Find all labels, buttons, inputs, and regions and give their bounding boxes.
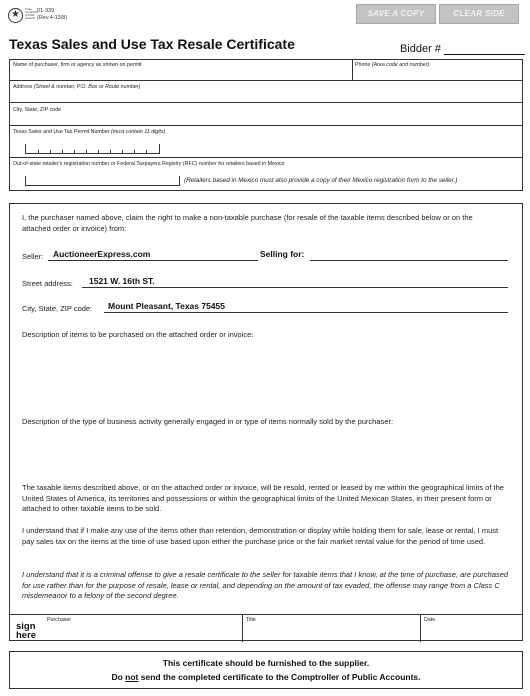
street-address-label: Street address: bbox=[22, 279, 73, 288]
mexico-note bbox=[184, 177, 457, 184]
address-field[interactable] bbox=[10, 90, 524, 102]
business-description-field[interactable] bbox=[22, 430, 512, 478]
form-revision: (Rev.4-13/8) bbox=[37, 14, 68, 21]
digit-tick bbox=[110, 150, 111, 153]
footer-line-1: This certificate should be furnished to the supplier. bbox=[162, 658, 370, 668]
logo-text: Texas Comptroller of Public Accounts bbox=[25, 8, 38, 20]
mexico-note-text: (Retailers based in Mexico must also provide a copy of their Mexico registration form to the seller.) bbox=[184, 177, 458, 184]
address-hint: (Street & number, P.O. Box or Route number) bbox=[33, 84, 141, 90]
seller-city-field[interactable] bbox=[104, 312, 508, 313]
divider bbox=[10, 125, 522, 126]
resale-statement: The taxable items described above, or on the attached order or invoice, will be resold, rented or leased by me within the geographical limits of the United States of America, its territories and possessions or within the geographical limits of the United Mexican States, in their present form or attached to other taxable items to be sold. bbox=[22, 483, 504, 513]
purchaser-name-label: Name of purchaser, firm or agency as shown on permit bbox=[13, 62, 142, 68]
permit-number-label bbox=[13, 129, 165, 135]
street-address-value: 1521 W. 16th ST. bbox=[89, 276, 155, 286]
permit-number-field[interactable] bbox=[25, 144, 160, 154]
divider bbox=[10, 80, 522, 81]
here-text: here bbox=[16, 630, 37, 641]
digit-tick bbox=[74, 150, 75, 153]
items-description-field[interactable] bbox=[22, 344, 512, 412]
selling-for-field[interactable] bbox=[310, 260, 508, 261]
business-description-label: Description of the type of business activity generally engaged in or type of items normally sold by the purchaser: bbox=[22, 417, 394, 426]
resale-certificate-box bbox=[9, 203, 523, 641]
footer-line-2-start: Do bbox=[111, 672, 126, 682]
phone-hint: (Area code and number) bbox=[371, 62, 430, 68]
bidder-label: Bidder # bbox=[400, 43, 441, 55]
date-field[interactable] bbox=[421, 624, 523, 641]
divider bbox=[10, 102, 522, 103]
footer-line-2 bbox=[10, 672, 522, 682]
purchaser-name-field[interactable] bbox=[10, 68, 352, 80]
footer-line-2-end: send the completed certificate to the Comptroller of Public Accounts. bbox=[138, 672, 421, 682]
divider bbox=[10, 614, 522, 615]
intro-text: I, the purchaser named above, claim the right to make a non-taxable purchase (for resale of the taxable items described below or on the attached order or invoice) from: bbox=[22, 213, 473, 233]
use-tax-statement: I understand that if I make any use of the items other than retention, demonstration or display while holding them for sale, lease or rental, I must pay sales tax on the items at the time of use based upon either the purchase price or the fair market rental value for the period of time used. bbox=[22, 526, 499, 546]
seller-value: AuctioneerExpress.com bbox=[53, 249, 151, 259]
clear-side-button[interactable]: CLEAR SIDE bbox=[439, 4, 519, 24]
seller-field[interactable] bbox=[48, 260, 258, 261]
digit-tick bbox=[134, 150, 135, 153]
digit-tick bbox=[98, 150, 99, 153]
out-of-state-number-field[interactable] bbox=[25, 176, 180, 186]
purchaser-info-box bbox=[9, 59, 523, 191]
page-title: Texas Sales and Use Tax Resale Certificate bbox=[9, 36, 295, 52]
permit-hint: (must contain 11 digits) bbox=[110, 129, 166, 135]
form-number: 01-339 bbox=[37, 8, 55, 14]
city-state-zip-field[interactable] bbox=[10, 113, 524, 125]
items-description-label: Description of items to be purchased on the attached order or invoice: bbox=[22, 330, 254, 339]
seller-label: Seller: bbox=[22, 252, 44, 261]
digit-tick bbox=[50, 150, 51, 153]
phone-field[interactable] bbox=[352, 68, 524, 80]
sign-here-label bbox=[16, 622, 36, 640]
city-state-zip-label: City, State, ZIP code bbox=[13, 107, 62, 113]
digit-tick bbox=[122, 150, 123, 153]
form-number-block bbox=[37, 8, 67, 21]
seller-city-value: Mount Pleasant, Texas 75455 bbox=[108, 301, 226, 311]
street-address-field[interactable] bbox=[82, 287, 508, 288]
seller-city-label: City, State, ZIP code: bbox=[22, 304, 93, 313]
footer-not-emphasis: not bbox=[125, 672, 139, 682]
title-field[interactable] bbox=[243, 624, 420, 641]
sign-text: sign bbox=[16, 621, 36, 632]
purchaser-signature-label: Purchaser bbox=[47, 617, 72, 623]
digit-tick bbox=[86, 150, 87, 153]
title-label: Title bbox=[246, 617, 256, 623]
permit-label-text: Texas Sales and Use Tax Permit Number bbox=[13, 129, 110, 135]
footer-notice-box bbox=[9, 651, 523, 689]
save-copy-button[interactable]: SAVE A COPY bbox=[356, 4, 436, 24]
comptroller-seal-icon bbox=[8, 8, 23, 23]
out-of-state-label: Out-of-state retailer's registration number or Federal Taxpayers Registry (RFC) number for retailers based in Mexico bbox=[13, 161, 285, 167]
digit-tick bbox=[38, 150, 39, 153]
digit-tick bbox=[62, 150, 63, 153]
address-label-text: Address bbox=[13, 84, 33, 90]
phone-label-text: Phone bbox=[355, 62, 371, 68]
bidder-number-field[interactable] bbox=[444, 54, 525, 55]
digit-tick bbox=[146, 150, 147, 153]
criminal-offense-statement: I understand that it is a criminal offense to give a resale certificate to the seller for taxable items that I know, at the time of purchase, are purchased for use rather than for the purpose of resale, lease or rental, and depending on the amount of tax evaded, the offense may range from a Class C misdemeanor to a felony of the second degree. bbox=[22, 570, 509, 600]
divider bbox=[10, 157, 522, 158]
date-label: Date bbox=[424, 617, 436, 623]
selling-for-label: Selling for: bbox=[260, 249, 305, 259]
purchaser-signature-field[interactable] bbox=[44, 624, 242, 641]
